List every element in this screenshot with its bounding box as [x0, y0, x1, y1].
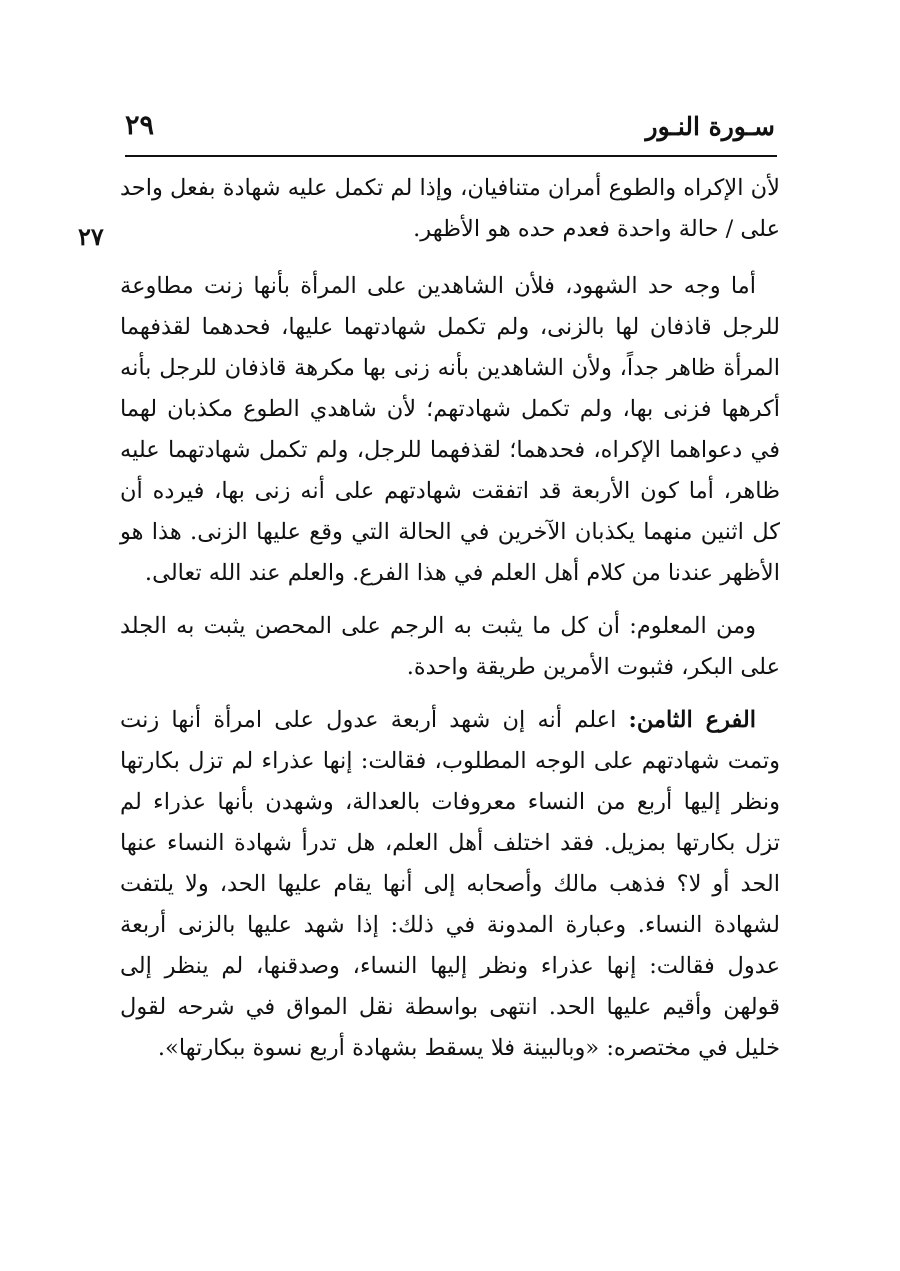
paragraph-4-body: اعلم أنه إن شهد أربعة عدول على امرأة أنها زنت وتمت شهادتهم على الوجه المطلوب، فقالت: إنها عذراء لم تزل بكارتها ونظر إليها أربع من النساء معروفات بالعدالة، وشهدن بأنها عذراء لم تزل بكارتها بمزيل. فقد اختلف أهل العلم، هل تدرأ شهادة النساء عنها الحد أو لا؟ فذهب مالك وأصحابه إلى أنها يقام عليها الحد، ولا يلتفت لشهادة النساء. وعبارة المدونة في ذلك: إذا شهد عليها بالزنى أربعة عدول فقالت: إنها عذراء ونظر إليها النساء، وصدقنها، لم ينظر إلى قولهن وأقيم عليها الحد. انتهى بواسطة نقل المواق في شرحه لقول خليل في مختصره: «وبالبينة فلا يسقط بشهادة أربع نسوة ببكارتها».: [120, 707, 780, 1061]
page-body: [120, 168, 780, 1081]
paragraph-2: أما وجه حد الشهود، فلأن الشاهدين على المرأة بأنها زنت مطاوعة للرجل قاذفان لها بالزنى، ولم تكمل شهادتهما عليها، فحدهما لقذفهما المرأة ظاهر جداً، ولأن الشاهدين بأنه زنى بها مكرهة قاذفان للرجل بأنه أكرهها فزنى بها، ولم تكمل شهادتهم؛ لأن شاهدي الطوع مكذبان لهما في دعواهما الإكراه، فحدهما؛ لقذفهما للرجل، ولم تكمل شهادتهما عليه ظاهر، أما كون الأربعة قد اتفقت شهادتهم على أنه زنى بها، فيرده أن كل اثنين منهما يكذبان الآخرين في الحالة التي وقع عليها الزنى. هذا هو الأظهر عندنا من كلام أهل العلم في هذا الفرع. والعلم عند الله تعالى.: [120, 273, 780, 586]
margin-reference-number: ٢٧: [78, 222, 104, 251]
header-divider: [125, 155, 777, 157]
section-heading-eighth-branch: الفرع الثامن:: [628, 707, 756, 733]
paragraph-3: ومن المعلوم: أن كل ما يثبت به الرجم على المحصن يثبت به الجلد على البكر، فثبوت الأمرين طريقة واحدة.: [120, 613, 780, 680]
page-header: [125, 112, 775, 152]
surah-title: سـورة النـور: [645, 112, 775, 141]
paragraph-1: لأن الإكراه والطوع أمران متنافيان، وإذا لم تكمل عليه شهادة بفعل واحد على / حالة واحدة فعدم حده هو الأظهر.: [120, 175, 780, 242]
paragraph-4: [120, 700, 780, 1069]
page-number: ٢٩: [125, 110, 155, 141]
